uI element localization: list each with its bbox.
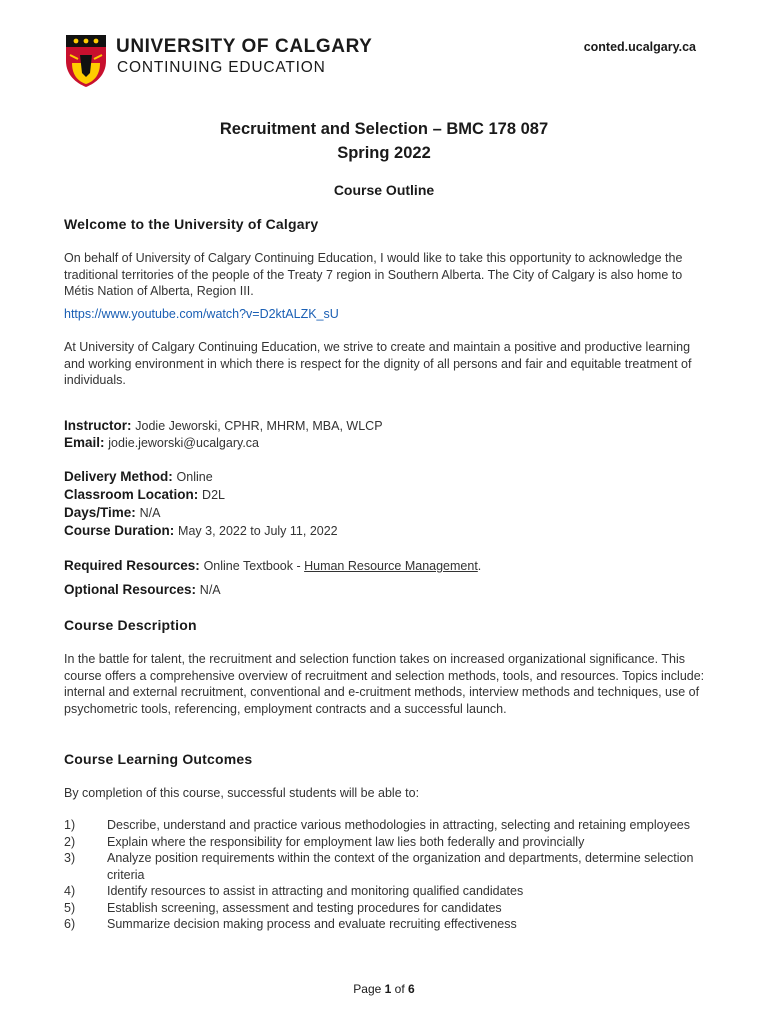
required-resources-label: Required Resources: — [64, 558, 200, 573]
location-value: D2L — [202, 488, 225, 502]
total-page-count: 6 — [408, 982, 415, 996]
course-description-text: In the battle for talent, the recruitment and selection function takes on increased organizational significance. This course offers a comprehensive overview of recruitment and selection methods, tools, and resources. Topics include: internal and external recruitment, conventional and e-cruitment methods, interview methods and techniques, use of psychometric tools, referencing, employment contracts and a successful launch. — [64, 652, 705, 716]
list-item-number: 3) — [64, 851, 76, 865]
university-name: UNIVERSITY OF CALGARY — [116, 36, 373, 57]
division-name: CONTINUING EDUCATION — [117, 59, 326, 76]
list-item-number: 4) — [64, 884, 76, 898]
land-acknowledgement-paragraph: On behalf of University of Calgary Continuing Education, I would like to take this opportunity to acknowledge the traditional territories of the people of the Treaty 7 region in Southern Alberta. The City of Calgary is also home to Métis Nation of Alberta, Region III. — [64, 251, 683, 298]
list-item-number: 5) — [64, 900, 76, 915]
required-resources-prefix: Online Textbook - — [203, 559, 305, 573]
course-description-heading: Course Description — [64, 617, 197, 633]
duration-value: May 3, 2022 to July 11, 2022 — [178, 524, 338, 538]
email-value[interactable]: jodie.jeworski@ucalgary.ca — [108, 436, 259, 450]
email-field — [64, 435, 259, 450]
list-item — [64, 900, 714, 917]
list-item — [64, 834, 714, 851]
location-field — [64, 487, 225, 502]
course-term: Spring 2022 — [337, 144, 431, 162]
delivery-value: Online — [176, 470, 213, 484]
list-item-number: 1) — [64, 818, 76, 832]
respect-paragraph: At University of Calgary Continuing Education, we strive to create and maintain a positive and productive learning and working environment in which there is respect for the dignity of all persons and fair and equitable treatment of individuals. — [64, 340, 692, 387]
of-word: of — [394, 982, 405, 996]
duration-field — [64, 523, 338, 538]
list-item-text: Identify resources to assist in attracting and monitoring qualified candidates — [107, 884, 524, 898]
duration-label: Course Duration: — [64, 523, 175, 538]
instructor-field — [64, 418, 383, 433]
instructor-value: Jodie Jeworski, CPHR, MHRM, MBA, WLCP — [135, 419, 383, 433]
list-item-text: Analyze position requirements within the context of the organization and departments, determine selection criteria — [107, 851, 694, 882]
textbook-link[interactable]: Human Resource Management — [304, 559, 478, 573]
list-item — [64, 850, 714, 883]
welcome-heading: Welcome to the University of Calgary — [64, 216, 319, 232]
list-item-text: Describe, understand and practice various methodologies in attracting, selecting and retaining employees — [107, 818, 690, 832]
learning-outcomes-heading: Course Learning Outcomes — [64, 751, 253, 767]
list-item-text: Explain where the responsibility for employment law lies both federally and provincially — [107, 834, 585, 849]
video-link-text[interactable]: https://www.youtube.com/watch?v=D2ktALZK_sU — [64, 307, 339, 321]
email-label: Email: — [64, 435, 105, 450]
list-item-text: Summarize decision making process and evaluate recruiting effectiveness — [107, 917, 517, 931]
document-type-heading: Course Outline — [333, 182, 435, 198]
learning-outcomes-list — [64, 817, 714, 933]
required-resources-suffix: . — [477, 559, 482, 573]
list-item — [64, 817, 714, 834]
delivery-field — [64, 469, 213, 484]
optional-resources-value: N/A — [199, 583, 221, 597]
list-item-text: Establish screening, assessment and testing procedures for candidates — [107, 900, 502, 915]
delivery-label: Delivery Method: — [64, 469, 173, 484]
current-page-number: 1 — [384, 982, 392, 996]
video-link[interactable] — [64, 306, 714, 323]
list-item-number: 2) — [64, 834, 76, 849]
course-title: Recruitment and Selection – BMC 178 087 — [219, 120, 549, 138]
university-crest-logo — [64, 33, 108, 89]
optional-resources-field — [64, 582, 221, 597]
list-item — [64, 883, 714, 900]
page-number-footer — [0, 982, 768, 996]
required-resources-field — [64, 558, 481, 573]
page-word: Page — [353, 982, 382, 996]
instructor-label: Instructor: — [64, 418, 132, 433]
list-item — [64, 916, 714, 933]
days-value: N/A — [139, 506, 161, 520]
site-url[interactable]: conted.ucalgary.ca — [583, 40, 696, 54]
optional-resources-label: Optional Resources: — [64, 582, 197, 597]
location-label: Classroom Location: — [64, 487, 199, 502]
days-field — [64, 505, 160, 520]
list-item-number: 6) — [64, 917, 76, 931]
days-label: Days/Time: — [64, 505, 136, 520]
learning-outcomes-intro: By completion of this course, successful students will be able to: — [64, 786, 420, 800]
